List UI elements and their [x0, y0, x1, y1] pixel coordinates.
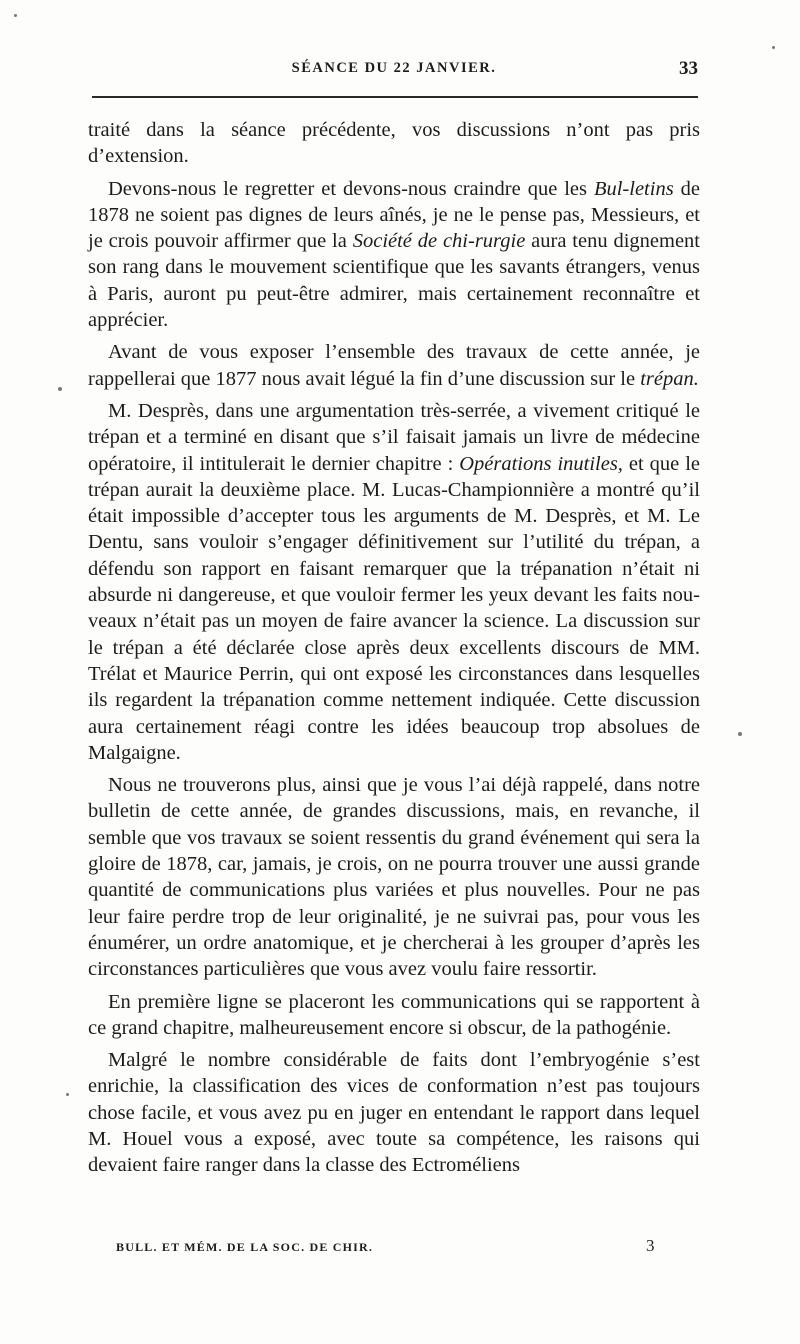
italic-text: trépan.: [640, 367, 699, 390]
paper-speck: [738, 732, 742, 736]
paper-speck: [66, 1093, 69, 1096]
paper-speck: [14, 14, 17, 17]
paragraph-text: aura tenu dignement son rang dans le mouvement scientifique que les savants étrangers, venus à Paris, auront pu peut-être admirer, mais certainement reconnaître et apprécier.: [88, 230, 700, 332]
page-number: 33: [679, 58, 698, 79]
paragraph-text: Malgré le nombre considérable de faits dont l’embryogénie s’est enrichie, la classification des vices de conformation n’est pas toujours chose facile, et vous avez pu en juger en entendant le rapport dans lequel M. Houel vous a exposé, avec toute sa compétence, les raisons qui devaient faire ranger dans la classe des Ectroméliens: [88, 1049, 700, 1177]
paragraph-text: Devons-nous le regretter et devons-nous craindre que les: [108, 177, 594, 200]
paragraph-text: de 1878 ne soient pas dignes de leurs aînés, je ne le pense pas, Messieurs, et je crois pouvoir affirmer que la: [88, 177, 700, 253]
header-rule: [92, 96, 698, 98]
paragraph-text: Avant de vous exposer l’ensemble des travaux de cette année, je rappellerai que 1877 nous avait légué la fin d’une discussion sur le: [88, 341, 700, 390]
body-paragraph: [88, 772, 700, 982]
running-header: [88, 60, 700, 86]
italic-text: Bul-letins: [593, 177, 674, 200]
italic-text: Opérations inutiles,: [459, 452, 623, 475]
body-paragraph: [88, 398, 700, 766]
body-paragraph: [88, 176, 700, 334]
paragraph-text: M. Desprès, dans une argumentation très-serrée, a vivement critiqué le trépan et a terminé en disant que s’il faisait jamais un livre de médecine opératoire, il intitulerait le dernier chapitre :: [88, 399, 700, 475]
body-paragraph: [88, 117, 700, 170]
italic-text: Société de chi-rurgie: [352, 230, 526, 253]
paragraph-text: En première ligne se placeront les communications qui se rapportent à ce grand chapitre, malheureusement encore si obscur, de la pathogénie.: [88, 990, 700, 1039]
body-paragraph: [88, 989, 700, 1042]
signature-number: 3: [646, 1236, 655, 1255]
paragraph-text: et que le trépan aurait la deuxième place. M. Lucas-Championnière a montré qu’il était impossible d’accepter tous les arguments de M. Desprès, et M. Le Dentu, sans vouloir s’engager définitivement sur l’utilité du trépan, a défendu son rapport en faisant remarquer que la trépanation n’était ni absurde ni dangereuse, et que vouloir fermer les yeux devant les faits nouveaux n’était pas un moyen de faire avancer la science. La discussion sur le trépan a été déclarée close après deux excellents discours de MM. Trélat et Maurice Perrin, qui ont exposé les circonstances dans lesquelles ils regardent la trépanation comme nettement indiquée. Cette discussion aura certainement réagi contre les idées beaucoup trop absolues de Malgaigne.: [88, 452, 700, 764]
body-paragraph: [88, 1047, 700, 1178]
running-title: SÉANCE DU 22 JANVIER.: [291, 60, 497, 76]
paragraph-text: traité dans la séance précédente, vos discussions n’ont pas pris d’extension.: [88, 119, 700, 168]
body-paragraph: [88, 339, 700, 392]
paper-speck: [58, 387, 62, 391]
paper-speck: [772, 46, 775, 49]
body-text: [88, 111, 700, 1179]
paragraph-text: Nous ne trouverons plus, ainsi que je vous l’ai déjà rappelé, dans notre bulletin de cette année, de grandes discussions, mais, en revanche, il semble que vos travaux se soient ressentis du grand événement qui sera la gloire de 1878, car, jamais, je crois, on ne pourra trouver une aussi grande quantité de communications plus variées et plus nouvelles. Pour ne pas leur faire perdre trop de leur originalité, je ne suivrai pas, pour vous les énumérer, un ordre anatomique, et je chercherai à les grouper d’après les circonstances particulières que vous avez voulu faire ressortir.: [88, 774, 700, 981]
signature-line: BULL. ET MÉM. DE LA SOC. DE CHIR.: [116, 1240, 374, 1254]
